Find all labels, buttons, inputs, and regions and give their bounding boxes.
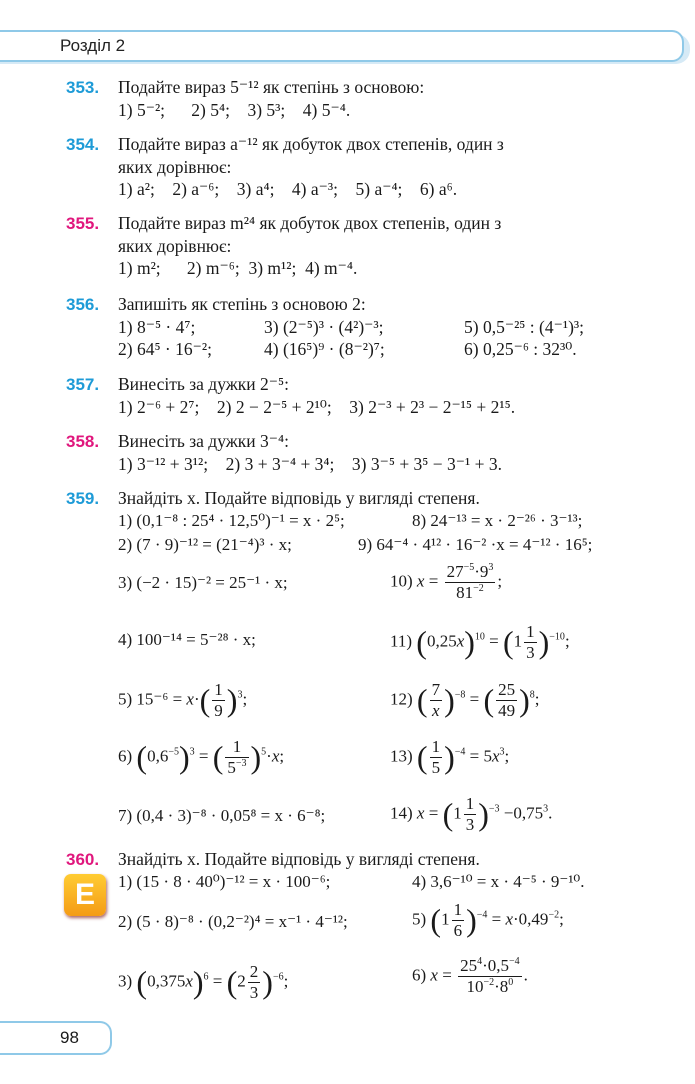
eq-360-1: 1) (15 · 8 · 40⁰)⁻¹² = x · 100⁻⁶; (118, 872, 331, 891)
problem-options: 1) 2⁻⁶ + 2⁷; 2) 2 − 2⁻⁵ + 2¹⁰; 3) 2⁻³ + 2³ − 2⁻¹⁵ + 2¹⁵. (118, 397, 516, 417)
eq-359-9: 9) 64⁻⁴ · 4¹² · 16⁻² ·x = 4⁻¹² · 16⁵; (358, 535, 593, 554)
problem-text: Знайдіть x. Подайте відповідь у вигляді степеня. (118, 849, 480, 869)
problem-number: 354. (66, 135, 100, 154)
eq-359-8: 8) 24⁻¹³ = x · 2⁻²⁶ · 3⁻¹³; (412, 511, 583, 530)
eq-359-12: 12) ( $\frac{7}{x}$ )$^{-8}$ = ( $\frac{25}{49}$ )$^8$; (390, 680, 540, 720)
problem-text: Винесіть за дужки 2⁻⁵: (118, 374, 290, 394)
problem-number: 358. (66, 432, 100, 451)
problem-number: 356. (66, 295, 100, 314)
eq-359-11: 11) $(0,25x)^{10} = (1$ $\frac{1}{3}$ )$^{-10}$; (390, 622, 570, 662)
eq-359-5: 5) 15⁻⁶ = x·( $\frac{1}{9}$ )$^3$; (118, 680, 248, 720)
eq-360-5: 5) (1 $\frac{1}{6}$ )$^{-4} = x\cdot 0,49^{-2}$; (412, 900, 564, 940)
problem-options: 1) 5⁻²; 2) 5⁴; 3) 5³; 4) 5⁻⁴. (118, 100, 351, 120)
problem-options: 1) 3⁻¹² + 3¹²; 2) 3 + 3⁻⁴ + 3⁴; 3) 3⁻⁵ + 3⁵ − 3⁻¹ + 3. (118, 454, 503, 474)
eq-360-6: 6) x = $\frac{25^4\cdot 0,5^{-4}}{10^{-2}\cdot 8^0}$ . (412, 956, 528, 996)
level-badge-icon: Е (64, 874, 106, 916)
problem-number: 353. (66, 78, 100, 97)
problem-text: Подайте вираз 5⁻¹² як степінь з основою: (118, 77, 425, 97)
problem-text-cont: яких дорівнює: (118, 236, 232, 256)
option-1: 1) 8⁻⁵ · 4⁷; (118, 317, 196, 337)
page-header (0, 30, 695, 62)
problem-text: Подайте вираз m²⁴ як добуток двох степенів, один з (118, 213, 502, 233)
eq-359-3: 3) (−2 · 15)⁻² = 25⁻¹ · x; (118, 573, 288, 592)
problem-355 (66, 212, 501, 279)
option-5: 5) 0,5⁻²⁵ : (4⁻¹)³; (464, 317, 585, 337)
problem-354 (66, 133, 504, 200)
eq-360-3: 3) $(0,375x)^6 = (2$ $\frac{2}{3}$ )$^{-6}$; (118, 962, 289, 1002)
problem-number: 357. (66, 375, 100, 394)
page-number-box (0, 1021, 112, 1055)
problem-text-cont: яких дорівнює: (118, 157, 232, 177)
eq-359-2: 2) (7 · 9)⁻¹² = (21⁻⁴)³ · x; (118, 535, 292, 554)
problem-text: Подайте вираз a⁻¹² як добуток двох степенів, один з (118, 134, 504, 154)
eq-360-4: 4) 3,6⁻¹⁰ = x · 4⁻⁵ · 9⁻¹⁰. (412, 872, 585, 891)
eq-359-6: 6) $(0,6^{-5})^3$ = ( $\frac{1}{5^{-3}}$ )$^5$·x; (118, 737, 285, 777)
eq-359-10: 10) x = $\frac{27^{-5}\cdot 9^3}{81^{-2}}$ ; (390, 562, 503, 602)
problem-356 (66, 293, 686, 360)
eq-359-7: 7) (0,4 · 3)⁻⁸ · 0,05⁸ = x · 6⁻⁸; (118, 806, 326, 825)
problem-text: Знайдіть x. Подайте відповідь у вигляді степеня. (118, 488, 480, 508)
eq-359-13: 13) ( $\frac{1}{5}$ )$^{-4} = 5x^3$; (390, 737, 510, 777)
problem-options: 1) a²; 2) a⁻⁶; 3) a⁴; 4) a⁻³; 5) a⁻⁴; 6) a⁶. (118, 179, 458, 199)
problem-353 (66, 76, 424, 121)
problem-options: 1) m²; 2) m⁻⁶; 3) m¹²; 4) m⁻⁴. (118, 258, 358, 278)
eq-359-1: 1) (0,1⁻⁸ : 25⁴ · 12,5⁰)⁻¹ = x · 2⁵; (118, 511, 345, 530)
problem-357 (66, 373, 515, 418)
problem-text: Запишіть як степінь з основою 2: (118, 294, 366, 314)
eq-359-4: 4) 100⁻¹⁴ = 5⁻²⁸ · x; (118, 630, 256, 649)
problem-359 (66, 487, 480, 510)
option-6: 6) 0,25⁻⁶ : 32³⁰. (464, 339, 577, 359)
section-title: Розділ 2 (60, 36, 126, 55)
problem-number: 355. (66, 214, 100, 233)
problem-358 (66, 430, 502, 475)
option-3: 3) (2⁻⁵)³ · (4²)⁻³; (264, 317, 384, 337)
option-4: 4) (16⁵)⁹ · (8⁻²)⁷; (264, 339, 385, 359)
page-number: 98 (60, 1028, 79, 1047)
problem-number: 360. (66, 850, 100, 869)
eq-359-14: 14) x = (1 $\frac{1}{3}$ )$^{-3} -0,75^3$. (390, 794, 553, 834)
problem-text: Винесіть за дужки 3⁻⁴: (118, 431, 290, 451)
eq-360-2: 2) (5 · 8)⁻⁸ · (0,2⁻²)⁴ = x⁻¹ · 4⁻¹²; (118, 912, 348, 931)
problem-number: 359. (66, 489, 100, 508)
problem-360 (66, 848, 480, 871)
option-2: 2) 64⁵ · 16⁻²; (118, 339, 212, 359)
